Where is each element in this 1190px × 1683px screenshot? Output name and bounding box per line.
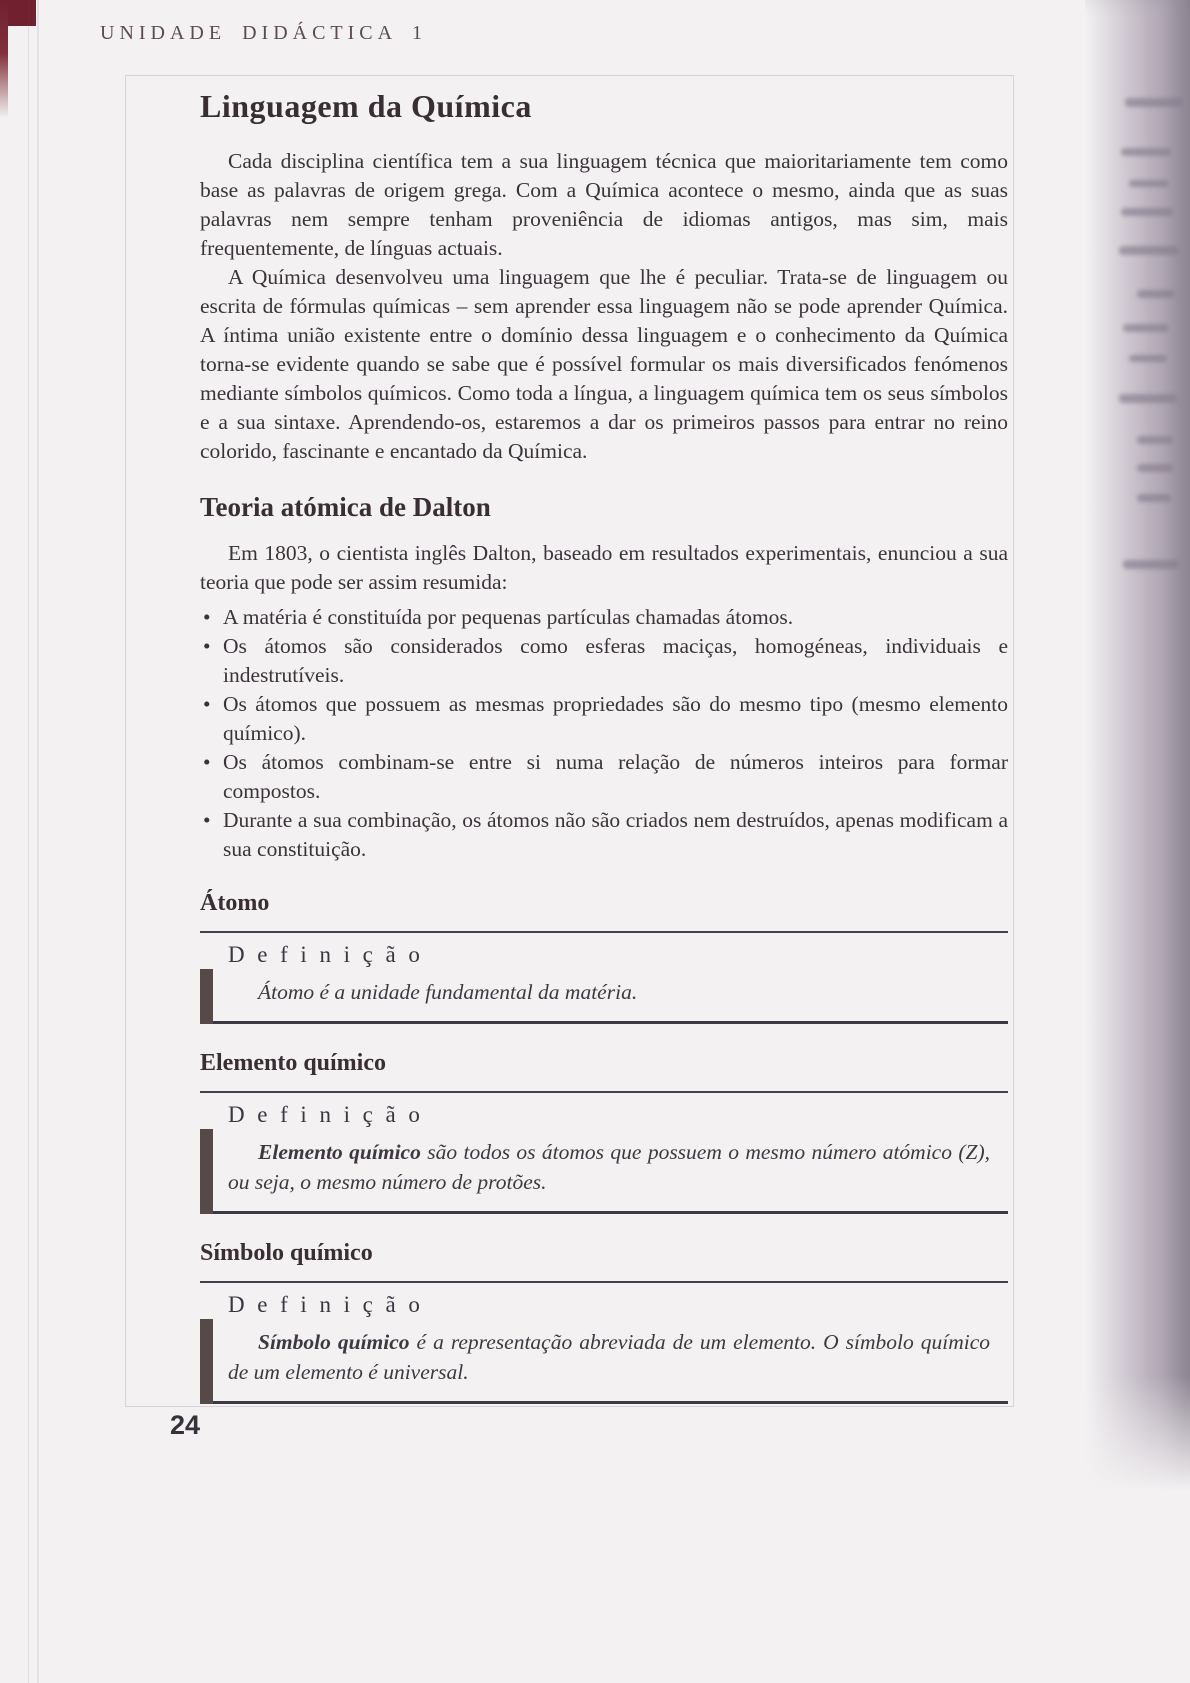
sub-heading-simbolo-quimico: Símbolo químico (200, 1240, 373, 1266)
definition-box-elemento (200, 1091, 1008, 1214)
definition-body: Átomo é a unidade fundamental da matéria. (258, 980, 638, 1004)
bleed-text-line (1123, 560, 1179, 569)
list-item (200, 748, 1008, 806)
definition-text (228, 1327, 990, 1387)
definition-accent-bar (200, 1319, 213, 1404)
bleed-text-line (1125, 98, 1183, 107)
definition-label: Definição (228, 1102, 433, 1127)
list-item (200, 632, 1008, 690)
bleed-text-line (1137, 464, 1173, 472)
section-heading-dalton: Teoria atómica de Dalton (200, 492, 491, 522)
list-item-text: Os átomos combinam-se entre si numa relação de números inteiros para formar compostos. (223, 750, 1008, 803)
intro-paragraph-2: A Química desenvolveu uma linguagem que lhe é peculiar. Trata-se de linguagem ou escrita de fórmulas químicas – sem aprender essa linguagem não se pode aprender Química. A íntima união existente entre o domínio dessa linguagem e o conhecimento da Química torna-se evidente quando se sabe que é possível formular os mais diversificados fenómenos mediante símbolos químicos. Como toda a língua, a linguagem química tem os seus símbolos e a sua sintaxe. Aprendendo-os, estaremos a dar os primeiros passos para entrar no reino colorido, fascinante e encantado da Química. (200, 265, 1008, 463)
unit-header: UNIDADE DIDÁCTICA 1 (100, 22, 427, 44)
definition-text (228, 977, 990, 1007)
bleed-text-line (1123, 324, 1169, 332)
definition-text (228, 1137, 990, 1197)
sub-heading-elemento-quimico: Elemento químico (200, 1050, 386, 1076)
definition-term: Elemento químico (258, 1140, 421, 1164)
page-number: 24 (170, 1410, 201, 1440)
page-title: Linguagem da Química (200, 88, 532, 124)
bullet-icon: • (203, 750, 211, 774)
intro-paragraph-1: Cada disciplina científica tem a sua linguagem técnica que maioritariamente tem como base as palavras de origem grega. Com a Química acontece o mesmo, ainda que as suas palavras nem sempre tenham proveniência de idiomas antigos, mas sim, mais frequentemente, de línguas actuais. (200, 149, 1008, 260)
bullet-icon: • (203, 634, 211, 658)
definition-label: Definição (228, 942, 433, 967)
bleed-text-line (1121, 208, 1173, 216)
dalton-lead-paragraph: Em 1803, o cientista inglês Dalton, baseado em resultados experimentais, enunciou a sua teoria que pode ser assim resumida: (200, 541, 1008, 594)
bullet-icon: • (203, 605, 211, 629)
bleed-text-line (1119, 394, 1177, 403)
page-edge-line (37, 0, 39, 1683)
bullet-icon: • (203, 692, 211, 716)
bleed-text-line (1137, 494, 1171, 502)
definition-body: é a representação abreviada de um elemento. O símbolo químico de um elemento é universal. (228, 1330, 990, 1384)
definition-box-simbolo (200, 1281, 1008, 1404)
page-edge-line (28, 0, 29, 1683)
bleed-text-line (1121, 148, 1171, 156)
list-item-text: Os átomos são considerados como esferas maciças, homogéneas, individuais e indestrutíveis. (223, 634, 1008, 687)
list-item-text: Durante a sua combinação, os átomos não são criados nem destruídos, apenas modificam a sua constituição. (223, 808, 1008, 861)
list-item-text: A matéria é constituída por pequenas partículas chamadas átomos. (223, 605, 794, 629)
list-item-text: Os átomos que possuem as mesmas propriedades são do mesmo tipo (mesmo elemento químico). (223, 692, 1008, 745)
bleed-text-line (1119, 246, 1179, 255)
bleed-text-line (1129, 355, 1167, 362)
page-content (200, 88, 1008, 1404)
definition-body: são todos os átomos que possuem o mesmo número atómico (Z), ou seja, o mesmo número de protões. (228, 1140, 990, 1194)
bleed-text-line (1137, 290, 1175, 298)
definition-box-atomo (200, 931, 1008, 1024)
bleed-text-line (1137, 436, 1173, 444)
definition-term: Símbolo químico (258, 1330, 410, 1354)
bleed-text-line (1129, 180, 1169, 187)
page-curl-fade (1085, 1375, 1190, 1507)
definition-accent-bar (200, 969, 213, 1024)
next-page-curl (1085, 0, 1190, 1505)
definition-label: Definição (228, 1292, 433, 1317)
dalton-bullet-list (200, 603, 1008, 864)
list-item (200, 690, 1008, 748)
list-item (200, 806, 1008, 864)
bullet-icon: • (203, 808, 211, 832)
definition-accent-bar (200, 1129, 213, 1214)
scan-edge-strip (0, 0, 8, 118)
sub-heading-atomo: Átomo (200, 890, 270, 916)
list-item (200, 603, 1008, 632)
